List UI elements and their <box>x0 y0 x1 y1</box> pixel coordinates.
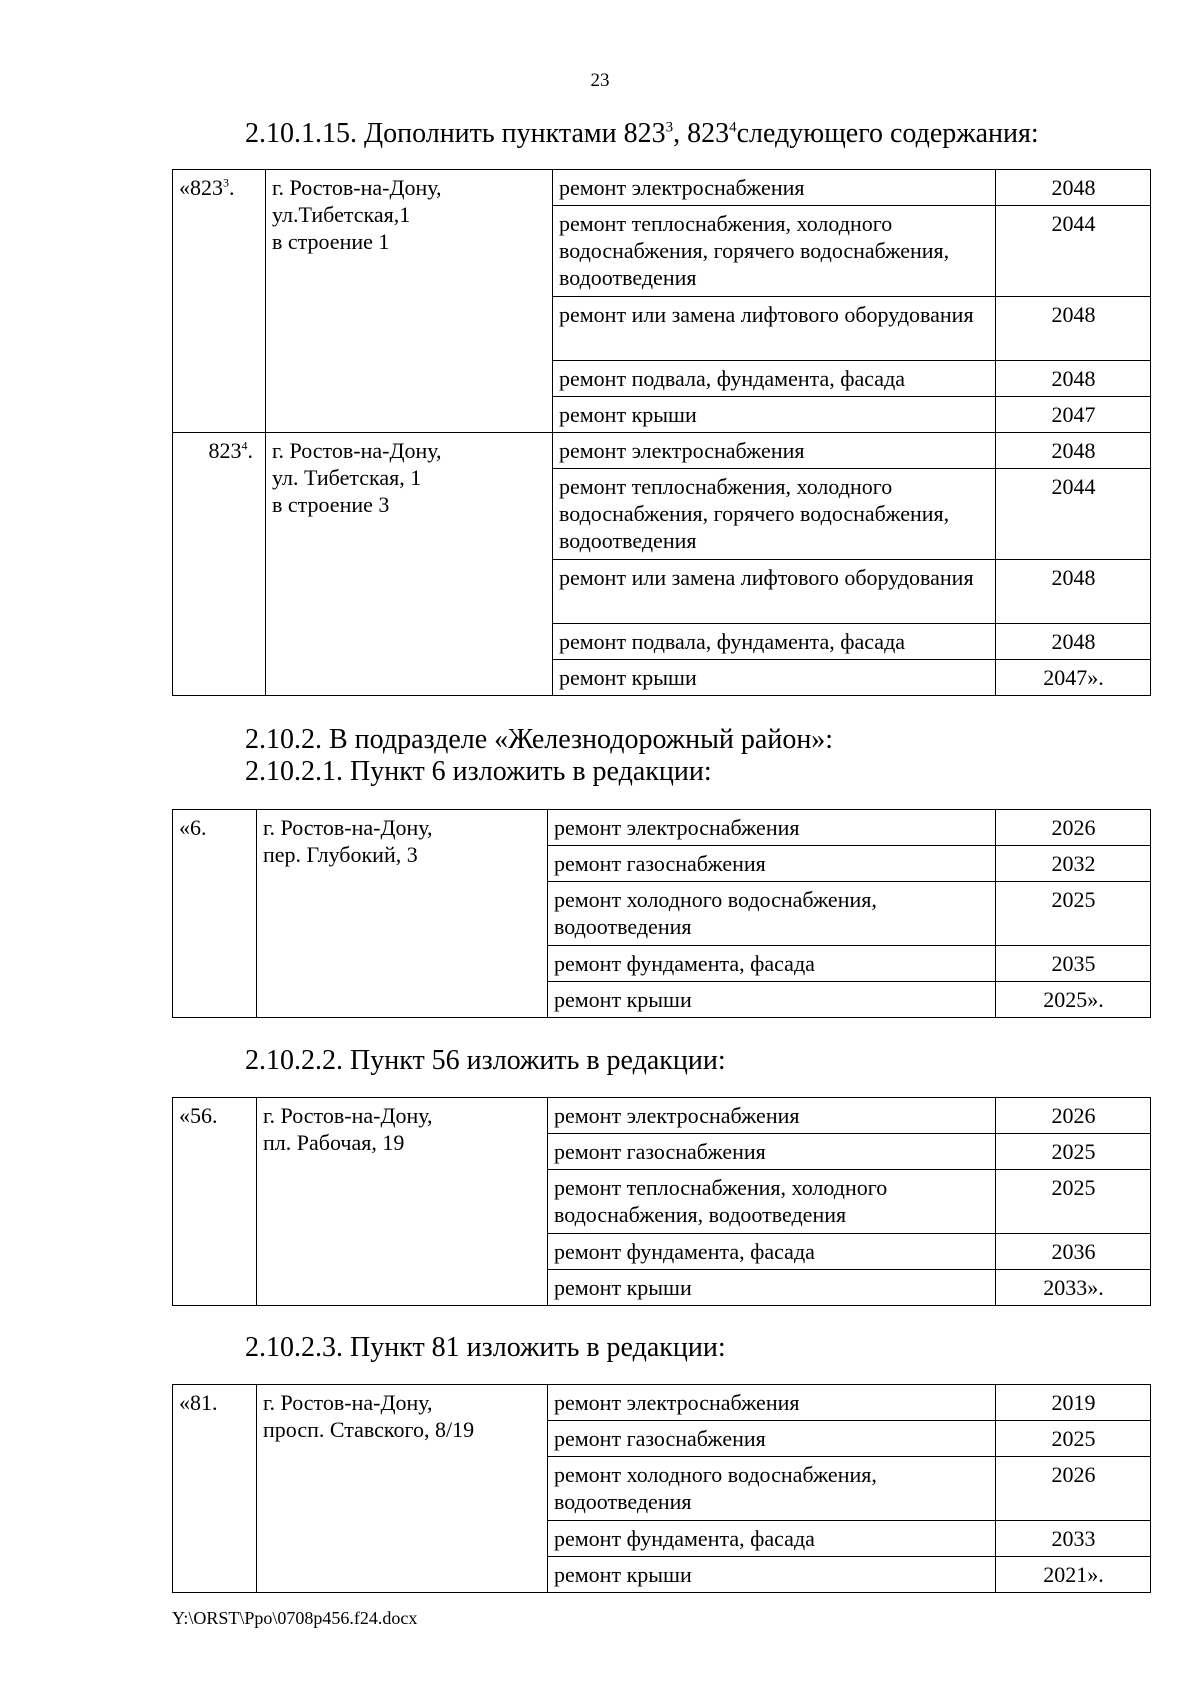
work-year: 2025». <box>996 982 1151 1018</box>
work-year: 2032 <box>996 846 1151 882</box>
work-year: 2048 <box>996 433 1151 469</box>
heading-text: следующего содержания: <box>736 118 1039 149</box>
item-number: «6. <box>173 810 257 1018</box>
works-table-81 <box>172 1384 1151 1593</box>
work-year: 2044 <box>996 469 1151 560</box>
works-table-56 <box>172 1097 1151 1306</box>
item-number: «81. <box>173 1385 257 1593</box>
heading-2-10-2-2: 2.10.2.2. Пункт 56 изложить в редакции: <box>245 1045 726 1076</box>
address-cell: г. Ростов-на-Дону, ул. Тибетская, 1 в строение 3 <box>266 433 553 696</box>
work-type: ремонт крыши <box>553 397 996 433</box>
item-number: $823^4$. <box>173 433 266 696</box>
work-year: 2025 <box>996 1134 1151 1170</box>
table-row <box>173 810 1151 846</box>
table-row <box>173 170 1151 206</box>
work-type: ремонт фундамента, фасада <box>548 1521 996 1557</box>
work-type: ремонт фундамента, фасада <box>548 1234 996 1270</box>
work-type: ремонт электроснабжения <box>553 433 996 469</box>
work-year: 2035 <box>996 946 1151 982</box>
work-year: 2047». <box>996 660 1151 696</box>
work-year: 2048 <box>996 170 1151 206</box>
work-year: 2048 <box>996 361 1151 397</box>
address-cell: г. Ростов-на-Дону, пл. Рабочая, 19 <box>257 1098 548 1306</box>
heading-text: , 823 <box>673 118 730 149</box>
work-type: ремонт крыши <box>548 1270 996 1306</box>
work-year: 2019 <box>996 1385 1151 1421</box>
work-type: ремонт электроснабжения <box>548 810 996 846</box>
work-year: 2033 <box>996 1521 1151 1557</box>
work-type: ремонт фундамента, фасада <box>548 946 996 982</box>
work-year: 2048 <box>996 560 1151 624</box>
work-type: ремонт крыши <box>553 660 996 696</box>
work-year: 2026 <box>996 810 1151 846</box>
work-year: 2026 <box>996 1098 1151 1134</box>
work-type: ремонт электроснабжения <box>553 170 996 206</box>
work-type: ремонт электроснабжения <box>548 1098 996 1134</box>
work-year: 2025 <box>996 882 1151 946</box>
address-cell: г. Ростов-на-Дону, ул.Тибетская,1 в строение 1 <box>266 170 553 433</box>
work-year: 2026 <box>996 1457 1151 1521</box>
works-table-823 <box>172 169 1151 696</box>
work-type: ремонт подвала, фундамента, фасада <box>553 624 996 660</box>
work-year: 2025 <box>996 1421 1151 1457</box>
work-year: 2044 <box>996 206 1151 297</box>
work-type: ремонт холодного водоснабжения, водоотведения <box>548 882 996 946</box>
work-year: 2047 <box>996 397 1151 433</box>
heading-2-10-1-15 <box>245 118 1039 150</box>
work-year: 2021». <box>996 1557 1151 1593</box>
heading-2-10-2-1: 2.10.2.1. Пункт 6 изложить в редакции: <box>245 756 712 787</box>
work-type: ремонт газоснабжения <box>548 846 996 882</box>
works-table-6 <box>172 809 1151 1018</box>
work-year: 2048 <box>996 624 1151 660</box>
work-type: ремонт газоснабжения <box>548 1421 996 1457</box>
work-type: ремонт или замена лифтового оборудования <box>553 297 996 361</box>
table-row <box>173 1385 1151 1421</box>
heading-2-10-2-3: 2.10.2.3. Пункт 81 изложить в редакции: <box>245 1332 726 1363</box>
work-type: ремонт газоснабжения <box>548 1134 996 1170</box>
work-type: ремонт теплоснабжения, холодного водоснабжения, водоотведения <box>548 1170 996 1234</box>
work-type: ремонт холодного водоснабжения, водоотведения <box>548 1457 996 1521</box>
item-number: «$823^3$. <box>173 170 266 433</box>
table-row <box>173 1098 1151 1134</box>
work-type: ремонт крыши <box>548 982 996 1018</box>
work-year: 2033». <box>996 1270 1151 1306</box>
work-type: ремонт теплоснабжения, холодного водоснабжения, горячего водоснабжения, водоотведения <box>553 469 996 560</box>
work-type: ремонт электроснабжения <box>548 1385 996 1421</box>
work-type: ремонт или замена лифтового оборудования <box>553 560 996 624</box>
page-number: 23 <box>590 70 610 91</box>
work-type: ремонт теплоснабжения, холодного водоснабжения, горячего водоснабжения, водоотведения <box>553 206 996 297</box>
item-number: «56. <box>173 1098 257 1306</box>
file-path-footer: Y:\ORST\Ppo\0708p456.f24.docx <box>172 1608 418 1628</box>
address-cell: г. Ростов-на-Дону, пер. Глубокий, 3 <box>257 810 548 1018</box>
work-year: 2048 <box>996 297 1151 361</box>
heading-superscript: 3 <box>665 119 674 136</box>
address-cell: г. Ростов-на-Дону, просп. Ставского, 8/19 <box>257 1385 548 1593</box>
heading-superscript: 4 <box>729 119 737 136</box>
work-type: ремонт подвала, фундамента, фасада <box>553 361 996 397</box>
heading-2-10-2: 2.10.2. В подразделе «Железнодорожный район»: <box>245 724 834 755</box>
work-year: 2025 <box>996 1170 1151 1234</box>
work-year: 2036 <box>996 1234 1151 1270</box>
heading-text: 2.10.1.15. Дополнить пунктами 823 <box>245 118 666 149</box>
table-row <box>173 433 1151 469</box>
work-type: ремонт крыши <box>548 1557 996 1593</box>
